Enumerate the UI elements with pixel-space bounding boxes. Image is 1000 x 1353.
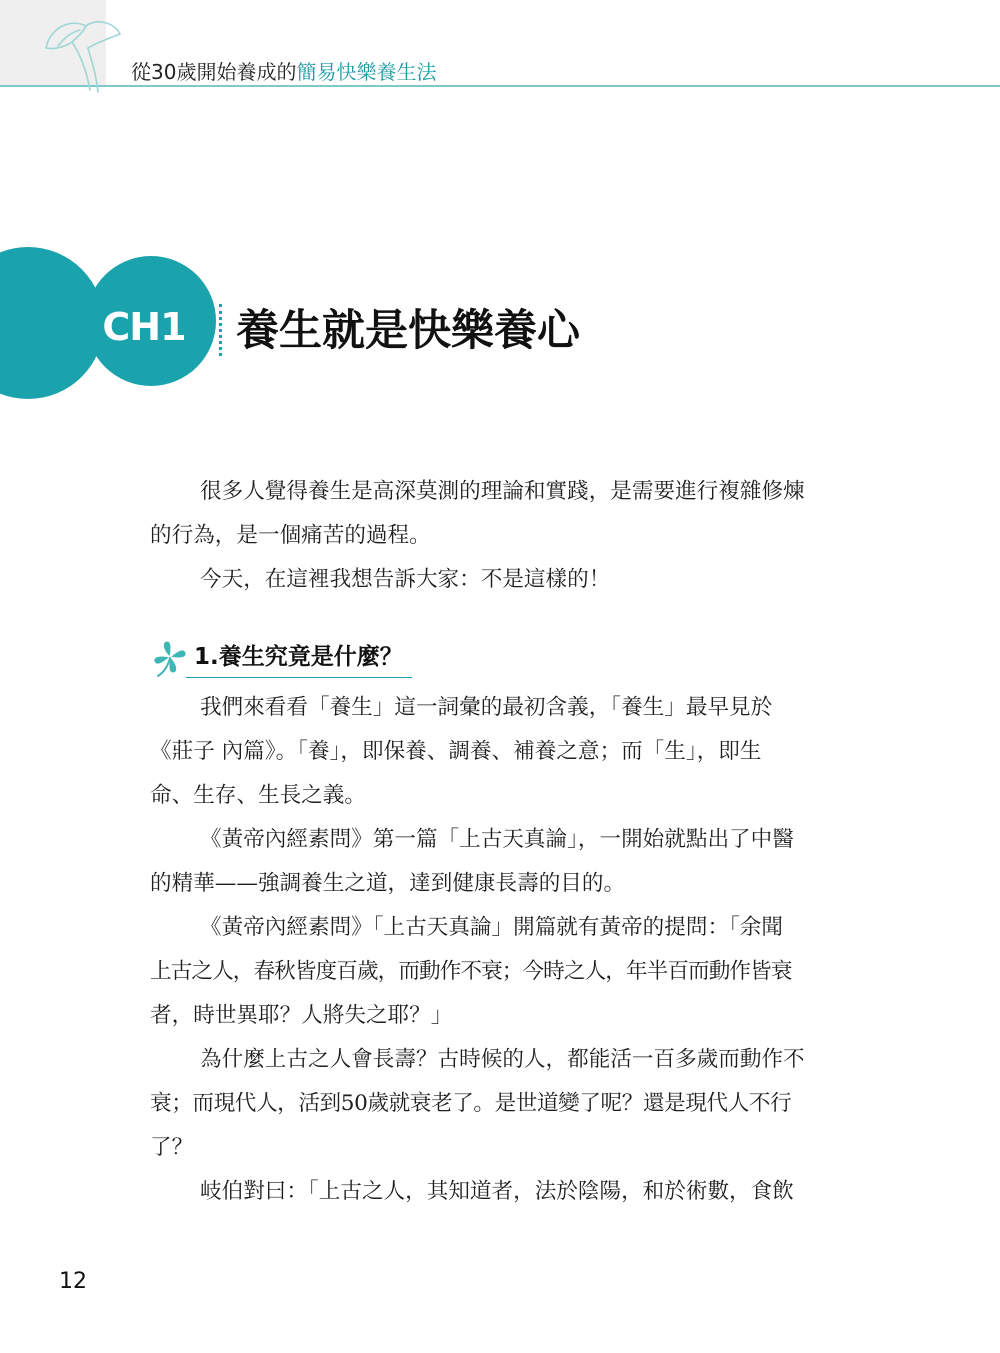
body-line-1: 我們來看看「養生」這一詞彙的最初含義，「養生」最早見於 xyxy=(200,695,773,720)
section-heading xyxy=(150,636,420,682)
body-line-4: 《黃帝內經素問》第一篇「上古天真論」，一開始就點出了中醫 xyxy=(200,827,794,852)
chapter-dotted-divider xyxy=(219,304,222,356)
chapter-code: CH1 xyxy=(102,305,186,349)
body-line-12: 岐伯對曰：「上古之人，其知道者，法於陰陽，和於術數，食飲 xyxy=(200,1179,794,1204)
body-line-6: 《黃帝內經素問》「上古天真論」開篇就有黃帝的提問：「余聞 xyxy=(200,915,784,940)
running-header-accent: 簡易快樂養生法 xyxy=(296,60,437,84)
intro-line-2: 的行為，是一個痛苦的過程。 xyxy=(150,523,431,548)
header-rule xyxy=(0,85,1000,87)
running-header xyxy=(131,60,436,84)
clover-icon xyxy=(150,638,190,678)
running-header-prefix: 從30歲開始養成的 xyxy=(131,60,297,84)
body-line-8: 者，時世異耶？人將失之耶？」 xyxy=(150,1003,453,1028)
ginkgo-leaf-icon xyxy=(36,8,136,98)
section-underline xyxy=(186,677,412,678)
section-title: 1.養生究竟是什麼？ xyxy=(194,644,403,670)
intro-line-1: 很多人覺得養生是高深莫測的理論和實踐，是需要進行複雜修煉 xyxy=(200,479,805,504)
page-number: 12 xyxy=(59,1269,87,1294)
chapter-title: 養生就是快樂養心 xyxy=(236,306,580,356)
body-line-11: 了？ xyxy=(150,1135,194,1160)
body-line-10: 衰；而現代人，活到50歲就衰老了。是世道變了呢？還是現代人不行 xyxy=(150,1091,792,1116)
body-line-9: 為什麼上古之人會長壽？古時候的人，都能活一百多歲而動作不 xyxy=(200,1047,805,1072)
body-line-2: 《莊子 內篇》。「養」，即保養、調養、補養之意；而「生」，即生 xyxy=(150,739,762,764)
intro-line-3: 今天，在這裡我想告訴大家：不是這樣的！ xyxy=(200,567,611,592)
body-line-5: 的精華——強調養生之道，達到健康長壽的目的。 xyxy=(150,871,626,896)
body-line-7: 上古之人，春秋皆度百歲，而動作不衰；今時之人，年半百而動作皆衰 xyxy=(150,959,792,984)
body-line-3: 命、生存、生長之義。 xyxy=(150,783,366,808)
